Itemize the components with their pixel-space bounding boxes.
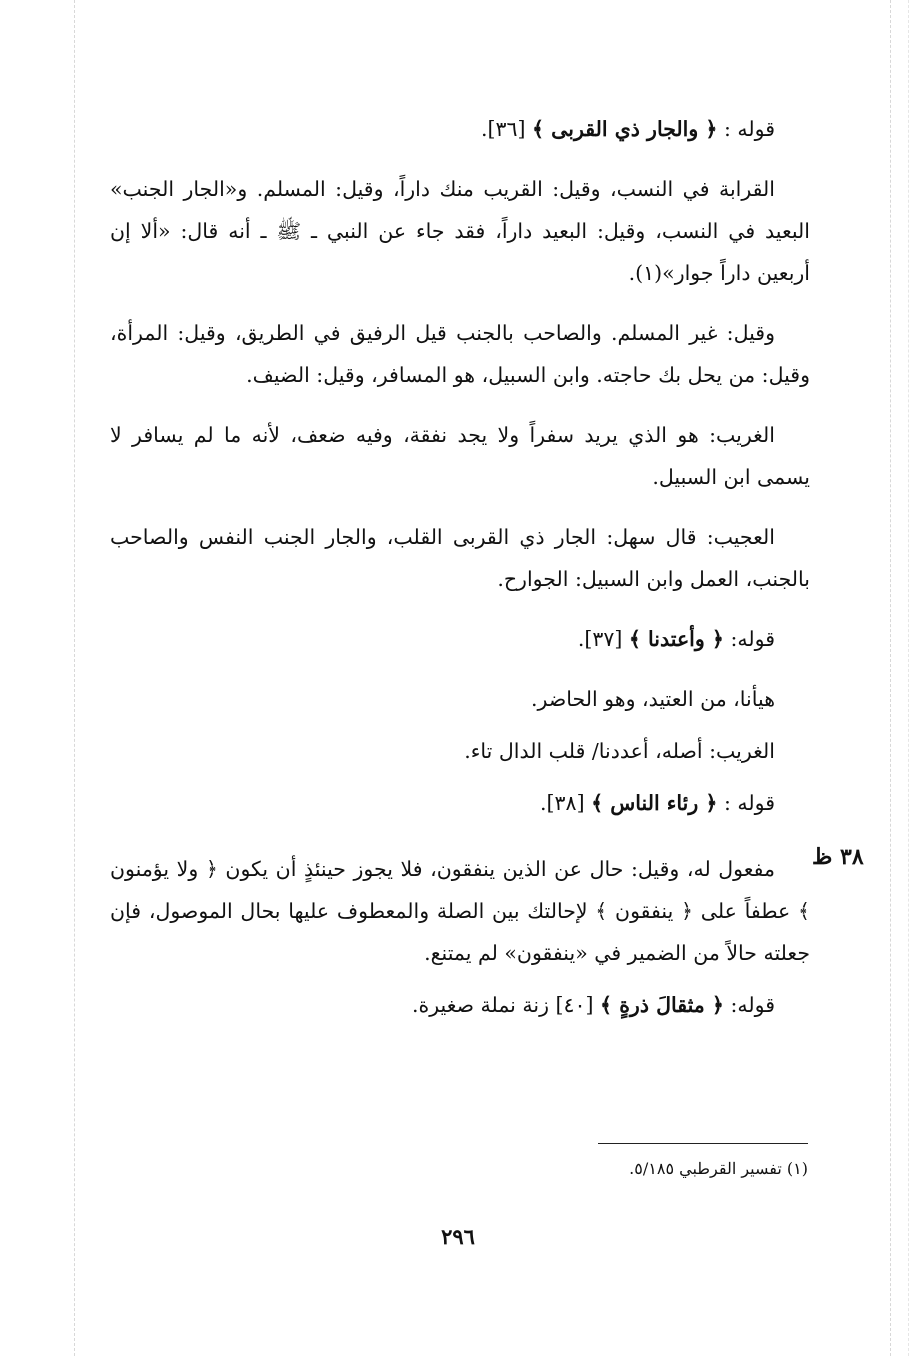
- footnote-divider: [598, 1143, 808, 1144]
- verse-number: [٣٦].: [480, 117, 533, 141]
- paragraph-sahib-bil-janb: وقيل: غير المسلم. والصاحب بالجنب قيل الرفيق في الطريق، وقيل: المرأة، وقيل: من يحل بك حاجته. وابن السبيل، هو المسافر، وقيل: الضيف.: [110, 321, 810, 387]
- paragraph-gharib-adadna: الغريب: أصله، أعددنا/ قلب الدال تاء.: [464, 739, 775, 763]
- verse-number-and-gloss: [٤٠] زنة نملة صغيرة.: [411, 993, 601, 1017]
- heading-lead: قوله :: [717, 791, 775, 815]
- heading-lead: قوله:: [723, 627, 775, 651]
- paragraph-qaraba: القرابة في النسب، وقيل: القريب منك داراً، وقيل: المسلم. و«الجار الجنب» البعيد في النسب، وقيل: البعيد داراً، فقد جاء عن النبي ـ ﷺ ـ أنه قال: «ألا إن أربعين داراً جوار»(١).: [110, 177, 810, 285]
- footnote: (١) تفسير القرطبي ٥/١٨٥.: [629, 1159, 808, 1178]
- verse-quote: ﴿ وأعتدنا ﴾: [628, 627, 724, 651]
- page-edge-far-right: [908, 0, 909, 1356]
- verse-quote: ﴿ مثقالَ ذرةٍ ﴾: [600, 993, 724, 1017]
- manuscript-folio-marker: ٣٨ ظ: [812, 844, 864, 870]
- verse-number: [٣٧].: [577, 627, 629, 651]
- verse-heading-38: [110, 782, 810, 824]
- page-body: [110, 108, 810, 1044]
- verse-quote: ﴿ رئاء الناس ﴾: [591, 791, 718, 815]
- paragraph-maful-lahu: مفعول له، وقيل: حال عن الذين ينفقون، فلا يجوز حينئذٍ أن يكون ﴿ ولا يؤمنون ﴾ عطفاً على ﴿ ينفقون ﴾ لإحالتك بين الصلة والمعطوف عليها بحال الموصول، فإن جعلته حالاً من الضمير في «ينفقون» لم يمتنع.: [110, 857, 810, 965]
- verse-number: [٣٨].: [540, 791, 592, 815]
- paragraph-hayyana: هيأنا، من العتيد، وهو الحاضر.: [531, 687, 775, 711]
- verse-heading-40: [110, 984, 810, 1026]
- heading-lead: قوله :: [717, 117, 775, 141]
- paragraph-ajib-sahl: العجيب: قال سهل: الجار ذي القربى القلب، والجار الجنب النفس والصاحب بالجنب، العمل وابن السبيل: الجوارح.: [110, 525, 810, 591]
- page-number: ٢٩٦: [441, 1224, 475, 1249]
- verse-quote: ﴿ والجار ذي القربى ﴾: [532, 117, 718, 141]
- verse-heading-37: [110, 618, 810, 660]
- page-edge-right: [890, 0, 891, 1356]
- verse-heading-36: [110, 108, 810, 150]
- heading-lead: قوله:: [723, 993, 775, 1017]
- page-edge-left: [74, 0, 75, 1356]
- paragraph-gharib-ibn-sabil: الغريب: هو الذي يريد سفراً ولا يجد نفقة، وفيه ضعف، لأنه ما لم يسافر لا يسمى ابن السبيل.: [110, 423, 810, 489]
